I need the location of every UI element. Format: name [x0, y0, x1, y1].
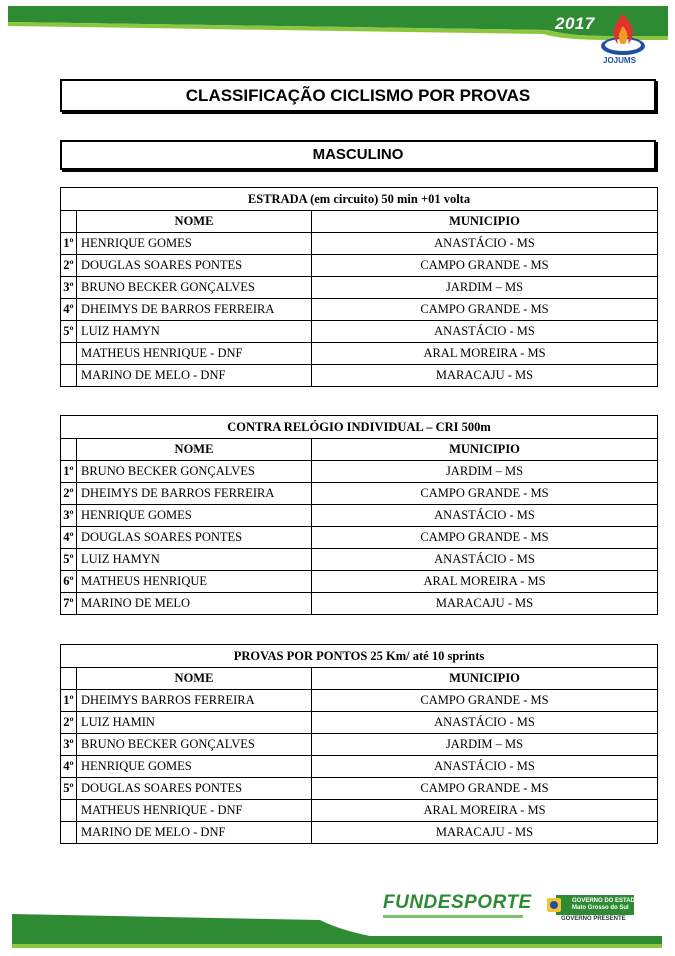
table-row	[61, 549, 658, 571]
position-cell: 1º	[61, 233, 77, 255]
position-cell: 7º	[61, 593, 77, 615]
city-cell: CAMPO GRANDE - MS	[312, 255, 658, 277]
city-cell: ANASTÁCIO - MS	[312, 712, 658, 734]
table-row	[61, 756, 658, 778]
state-coat-of-arms-icon	[546, 897, 562, 913]
position-cell: 1º	[61, 461, 77, 483]
name-cell: LUIZ HAMYN	[77, 549, 312, 571]
table-row	[61, 778, 658, 800]
position-cell: 4º	[61, 527, 77, 549]
name-cell: BRUNO BECKER GONÇALVES	[77, 277, 312, 299]
table-row	[61, 299, 658, 321]
table-row	[61, 505, 658, 527]
city-cell: ANASTÁCIO - MS	[312, 505, 658, 527]
table-row	[61, 800, 658, 822]
name-cell: MARINO DE MELO - DNF	[77, 822, 312, 844]
city-cell: CAMPO GRANDE - MS	[312, 778, 658, 800]
city-column-header: MUNICIPIO	[312, 668, 658, 690]
name-cell: HENRIQUE GOMES	[77, 756, 312, 778]
position-cell: 4º	[61, 756, 77, 778]
city-cell: CAMPO GRANDE - MS	[312, 483, 658, 505]
results-table-cri	[60, 415, 658, 615]
table-row	[61, 365, 658, 387]
city-cell: ANASTÁCIO - MS	[312, 321, 658, 343]
category-heading: MASCULINO	[60, 140, 656, 170]
government-present-label: GOVERNO PRESENTE	[561, 916, 626, 922]
city-cell: MARACAJU - MS	[312, 822, 658, 844]
name-column-header: NOME	[77, 439, 312, 461]
fundesporte-underline	[383, 915, 523, 918]
table-row	[61, 461, 658, 483]
table-row	[61, 712, 658, 734]
city-cell: ARAL MOREIRA - MS	[312, 800, 658, 822]
name-cell: DOUGLAS SOARES PONTES	[77, 527, 312, 549]
table-row	[61, 277, 658, 299]
name-cell: MATHEUS HENRIQUE - DNF	[77, 343, 312, 365]
table-row	[61, 593, 658, 615]
table-caption: CONTRA RELÓGIO INDIVIDUAL – CRI 500m	[61, 416, 658, 439]
name-cell: LUIZ HAMYN	[77, 321, 312, 343]
name-cell: DOUGLAS SOARES PONTES	[77, 255, 312, 277]
city-cell: ANASTÁCIO - MS	[312, 549, 658, 571]
table-row	[61, 343, 658, 365]
city-column-header: MUNICIPIO	[312, 211, 658, 233]
position-cell: 3º	[61, 277, 77, 299]
position-cell	[61, 800, 77, 822]
position-cell: 3º	[61, 734, 77, 756]
table-row	[61, 822, 658, 844]
city-cell: JARDIM – MS	[312, 734, 658, 756]
city-cell: ANASTÁCIO - MS	[312, 233, 658, 255]
city-cell: JARDIM – MS	[312, 461, 658, 483]
position-cell: 2º	[61, 712, 77, 734]
table-caption: ESTRADA (em circuito) 50 min +01 volta	[61, 188, 658, 211]
name-cell: DHEIMYS DE BARROS FERREIRA	[77, 299, 312, 321]
fundesporte-logo: FUNDESPORTE	[383, 892, 532, 913]
name-cell: DOUGLAS SOARES PONTES	[77, 778, 312, 800]
position-cell	[61, 343, 77, 365]
name-cell: HENRIQUE GOMES	[77, 505, 312, 527]
position-header	[61, 668, 77, 690]
position-cell: 2º	[61, 255, 77, 277]
name-cell: BRUNO BECKER GONÇALVES	[77, 734, 312, 756]
city-cell: ARAL MOREIRA - MS	[312, 343, 658, 365]
city-cell: ANASTÁCIO - MS	[312, 756, 658, 778]
city-cell: CAMPO GRANDE - MS	[312, 690, 658, 712]
name-cell: MATHEUS HENRIQUE	[77, 571, 312, 593]
results-table-estrada	[60, 187, 658, 387]
results-table-pontos	[60, 644, 658, 844]
name-cell: DHEIMYS BARROS FERREIRA	[77, 690, 312, 712]
city-cell: MARACAJU - MS	[312, 365, 658, 387]
name-cell: MARINO DE MELO - DNF	[77, 365, 312, 387]
city-cell: CAMPO GRANDE - MS	[312, 527, 658, 549]
position-cell: 6º	[61, 571, 77, 593]
position-cell	[61, 822, 77, 844]
table-row	[61, 255, 658, 277]
city-cell: JARDIM – MS	[312, 277, 658, 299]
position-cell: 1º	[61, 690, 77, 712]
government-text	[572, 898, 640, 912]
position-cell	[61, 365, 77, 387]
position-header	[61, 211, 77, 233]
position-header	[61, 439, 77, 461]
name-cell: MARINO DE MELO	[77, 593, 312, 615]
table-row	[61, 233, 658, 255]
government-line-1: GOVERNO DO ESTADO	[572, 898, 640, 904]
city-column-header: MUNICIPIO	[312, 439, 658, 461]
table-row	[61, 690, 658, 712]
city-cell: MARACAJU - MS	[312, 593, 658, 615]
name-cell: DHEIMYS DE BARROS FERREIRA	[77, 483, 312, 505]
name-cell: HENRIQUE GOMES	[77, 233, 312, 255]
city-cell: CAMPO GRANDE - MS	[312, 299, 658, 321]
position-cell: 3º	[61, 505, 77, 527]
table-row	[61, 571, 658, 593]
name-cell: LUIZ HAMIN	[77, 712, 312, 734]
table-caption: PROVAS POR PONTOS 25 Km/ até 10 sprints	[61, 645, 658, 668]
city-cell: ARAL MOREIRA - MS	[312, 571, 658, 593]
logo-caption: JOJUMS	[603, 56, 636, 65]
name-cell: BRUNO BECKER GONÇALVES	[77, 461, 312, 483]
government-line-2: Mato Grosso do Sul	[572, 905, 629, 911]
name-cell: MATHEUS HENRIQUE - DNF	[77, 800, 312, 822]
position-cell: 2º	[61, 483, 77, 505]
table-row	[61, 527, 658, 549]
table-row	[61, 483, 658, 505]
page-title: CLASSIFICAÇÃO CICLISMO POR PROVAS	[60, 79, 656, 112]
name-column-header: NOME	[77, 211, 312, 233]
table-row	[61, 321, 658, 343]
header-year: 2017	[555, 14, 595, 33]
table-row	[61, 734, 658, 756]
position-cell: 5º	[61, 549, 77, 571]
position-cell: 4º	[61, 299, 77, 321]
name-column-header: NOME	[77, 668, 312, 690]
position-cell: 5º	[61, 778, 77, 800]
position-cell: 5º	[61, 321, 77, 343]
